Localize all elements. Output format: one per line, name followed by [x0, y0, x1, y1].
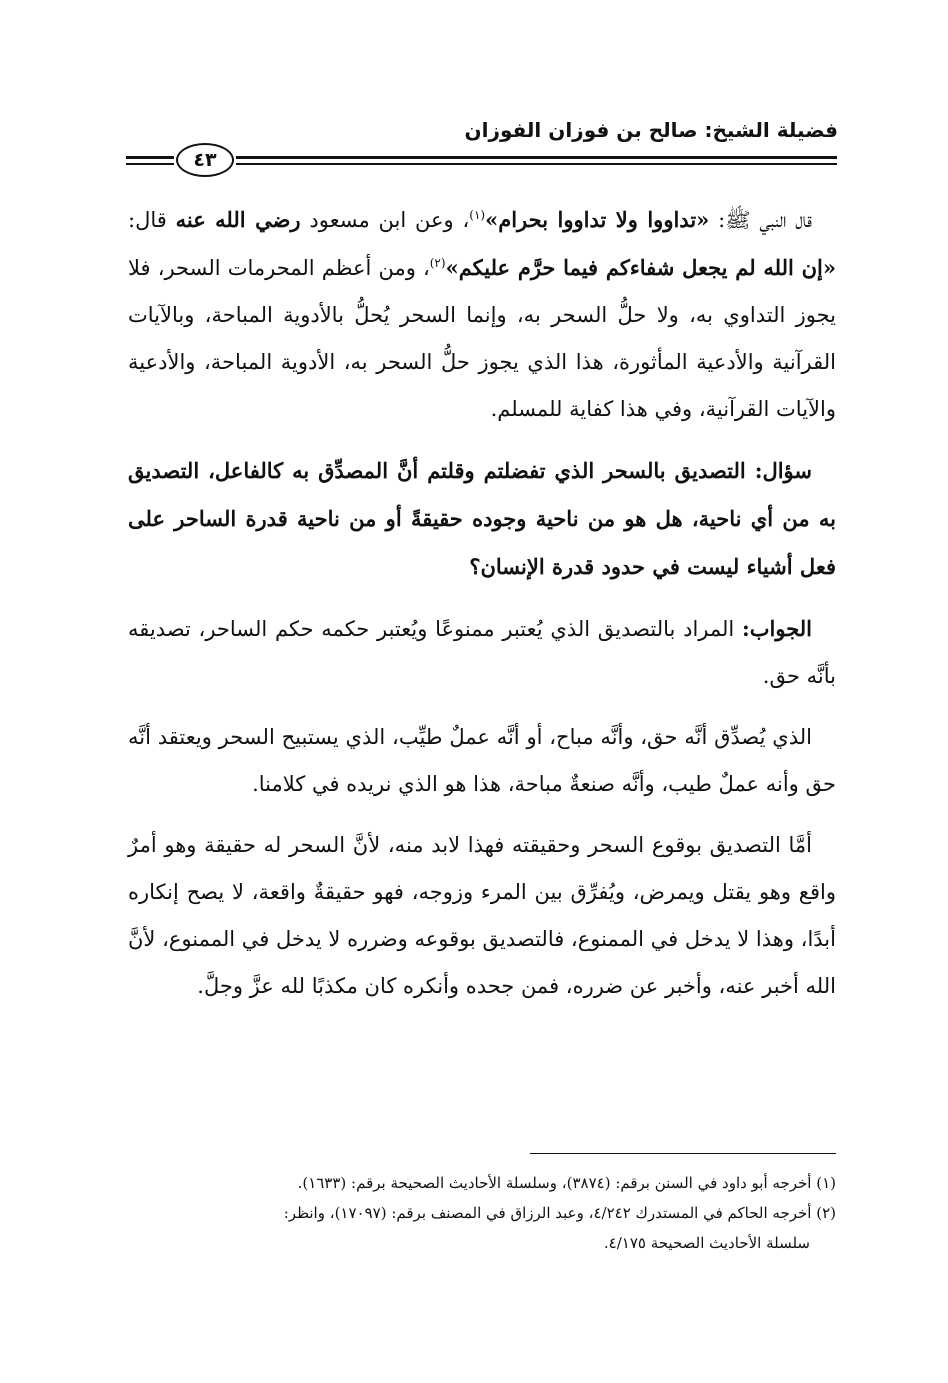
- answer-label: الجواب:: [742, 616, 812, 641]
- p1-honorific: رضي الله عنه: [175, 207, 301, 232]
- question-paragraph: سؤال: التصديق بالسحر الذي تفضلتم وقلتم أنَّ المصدِّق به كالفاعل، التصديق به من أي ناحية، هل هو من ناحية وجوده حقيقةً أو من ناحية قدرة الساحر على فعل أشياء ليست في حدود قدرة الإنسان؟: [128, 458, 836, 579]
- footnote-ref-2[interactable]: (٢): [429, 256, 446, 270]
- footnote-ref-1[interactable]: (١): [469, 208, 486, 222]
- header-rule-short-top: [126, 156, 174, 159]
- hadith-quote-2: «إن الله لم يجعل شفاءكم فيما حرَّم عليكم»: [445, 255, 836, 280]
- footnote-2: (٢) أخرجه الحاكم في المستدرك ٤/٢٤٢، وعبد الرزاق في المصنف برقم: (١٧٠٩٧)، وانظر:: [283, 1204, 836, 1222]
- page-number: ٤٣: [176, 143, 234, 177]
- answer-paragraph: [128, 605, 836, 700]
- footnote-1: (١) أخرجه أبو داود في السنن برقم: (٣٨٧٤)، وسلسلة الأحاديث الصحيحة برقم: (١٦٣٣).: [297, 1174, 836, 1192]
- hadith-quote-1: «تداووا ولا تداووا بحرام»: [485, 207, 710, 232]
- p1-text-e: ، ومن أعظم المحرمات السحر، فلا يجوز التداوي به، ولا حلُّ السحر به، وإنما السحر يُحلُّ بالأدوية المباحة، وبالآيات القرآنية والأدعية المأثورة، هذا الذي يجوز حلُّ السحر به، الأدوية المباحة، والأدعية والآيات القرآنية، وفي هذا كفاية للمسلم.: [128, 256, 836, 421]
- header-rule-top: [236, 156, 837, 159]
- paragraph-4: أمَّا التصديق بوقوع السحر وحقيقته فهذا لابد منه، لأنَّ السحر له حقيقة وهو أمرٌ واقع وهو يقتل ويمرض، ويُفرِّق بين المرء وزوجه، فهو حقيقةٌ واقعة، لا يصح إنكاره أبدًا، وهذا لا يدخل في الممنوع، فالتصديق بوقوعه وضرره لا يدخل في الممنوع، لأنَّ الله أخبر عنه، وأخبر عن ضرره، فمن جحده وأنكره كان مكذبًا لله عزَّ وجلَّ.: [128, 833, 836, 998]
- running-title: فضيلة الشيخ: صالح بن فوزان الفوزان: [464, 118, 838, 142]
- p1-text-d: قال:: [128, 208, 176, 232]
- p1-text-b: ، وعن ابن مسعود: [300, 208, 470, 232]
- footnote-separator: [530, 1153, 836, 1154]
- paragraph-1: [128, 196, 836, 433]
- footnotes: [128, 1168, 836, 1258]
- body-text: [128, 196, 836, 1024]
- answer-text: المراد بالتصديق الذي يُعتبر ممنوعًا ويُعتبر حكمه حكم الساحر، تصديقه بأنَّه حق.: [128, 617, 836, 688]
- paragraph-3: الذي يُصدِّق أنَّه حق، وأنَّه مباح، أو أنَّه عملٌ طيِّب، الذي يستبيح السحر ويعتقد أنَّه حق وأنه عملٌ طيب، وأنَّه صنعةٌ مباحة، هذا هو الذي نريده في كلامنا.: [128, 725, 836, 796]
- p1-text-a: قال النبي ﷺ:: [709, 208, 812, 232]
- footnote-2-continuation: سلسلة الأحاديث الصحيحة ٤/١٧٥.: [603, 1234, 810, 1252]
- header-rule-bottom: [236, 163, 837, 165]
- header-rule-short-bottom: [126, 163, 174, 165]
